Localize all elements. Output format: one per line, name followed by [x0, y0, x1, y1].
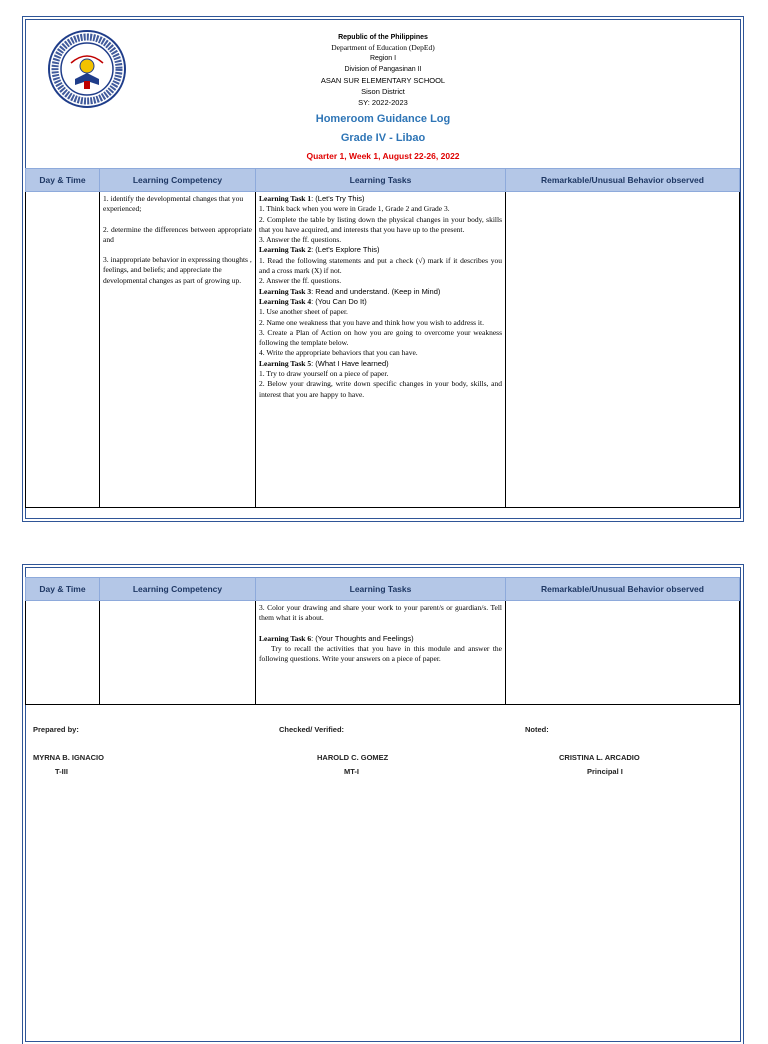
prepared-by-position: T-III [55, 767, 68, 776]
department-line: Department of Education (DepEd) [331, 43, 435, 52]
table-row [26, 601, 740, 705]
competency-item: 2. determine the differences between appropriate and [103, 224, 252, 244]
prepared-by-name: MYRNA B. IGNACIO [33, 753, 104, 762]
col-behavior-observed: Remarkable/Unusual Behavior observed [506, 578, 740, 601]
school-year-line: SY: 2022-2023 [358, 98, 408, 107]
col-day-time: Day & Time [26, 578, 100, 601]
division-line: Division of Pangasinan II [344, 66, 422, 73]
page-one [22, 16, 744, 522]
noted-by-name: CRISTINA L. ARCADIO [559, 753, 640, 762]
task-item: 2. Name one weakness that you have and think how you wish to address it. [259, 317, 484, 327]
republic-line: Republic of the Philippines [338, 34, 428, 41]
competency-item: 1. identify the developmental changes that you experienced; [103, 194, 244, 214]
school-line: ASAN SUR ELEMENTARY SCHOOL [320, 76, 446, 85]
col-day-time: Day & Time [26, 169, 100, 192]
col-learning-competency: Learning Competency [100, 169, 256, 192]
checked-by-position: MT-I [344, 767, 359, 776]
task-item: 3. Color your drawing and share your work to your parent/s or guardian/s. Tell them what it is about. [259, 603, 502, 623]
guidance-log-table [25, 168, 740, 508]
col-learning-tasks: Learning Tasks [256, 578, 506, 601]
region-line: Region I [369, 55, 397, 62]
quarter-week: Quarter 1, Week 1, August 22-26, 2022 [306, 151, 460, 161]
table-header-row [26, 169, 740, 192]
task-item: 2. Answer the ff. questions. [259, 276, 342, 286]
task-item: 1. Use another sheet of paper. [259, 307, 348, 317]
col-learning-tasks: Learning Tasks [256, 169, 506, 192]
task-item: 3. Create a Plan of Action on how you are going to overcome your weakness following the template below. [259, 327, 502, 348]
checked-by-name: HAROLD C. GOMEZ [317, 753, 389, 762]
document-header [23, 17, 743, 167]
task-item: 2. Complete the table by listing down the physical changes in your body, skills that you have acquired, and interests that you have up to the present. [259, 214, 502, 234]
noted-label: Noted: [525, 725, 549, 734]
competency-cell [100, 192, 256, 508]
competency-item: 3. inappropriate behavior in expressing thoughts , feelings, and beliefs; and appreciate the developmental changes as part of growing up. [103, 255, 252, 285]
task-item: 1. Think back when you were in Grade 1, Grade 2 and Grade 3. [259, 204, 450, 214]
page-title: Homeroom Guidance Log [315, 113, 451, 125]
prepared-by-label: Prepared by: [33, 725, 79, 734]
grade-section: Grade IV - Libao [340, 132, 426, 144]
task-heading: Learning Task 4: (You Can Do It) [259, 296, 367, 306]
competency-cell [100, 601, 256, 705]
task-item: 1. Read the following statements and put a check (√) mark if it describes you and a cross mark (X) if not. [259, 255, 502, 276]
task-item: 2. Below your drawing, write down specific changes in your body, skills, and interest that you are happy to have. [259, 379, 502, 399]
noted-by-position: Principal I [587, 767, 623, 776]
table-row [26, 192, 740, 508]
day-time-cell [26, 192, 100, 508]
tasks-cell [256, 192, 506, 508]
task-heading: Learning Task 3: Read and understand. (Keep in Mind) [259, 286, 441, 296]
task-heading: Learning Task 2: (Let's Explore This) [259, 245, 380, 255]
task-heading: Learning Task 1: (Let's Try This) [259, 194, 365, 203]
guidance-log-table-continued [25, 577, 740, 705]
task-item: 1. Try to draw yourself on a piece of paper. [259, 369, 389, 379]
behavior-cell [506, 601, 740, 705]
task-heading: Learning Task 5: (What I Have learned) [259, 358, 389, 368]
page-two [22, 564, 744, 1044]
day-time-cell [26, 601, 100, 705]
table-header-row [26, 578, 740, 601]
checked-verified-label: Checked/ Verified: [279, 725, 345, 734]
task-heading: Learning Task 6: (Your Thoughts and Feelings) [259, 633, 414, 643]
task-item: 4. Write the appropriate behaviors that you can have. [259, 348, 418, 358]
col-learning-competency: Learning Competency [100, 578, 256, 601]
col-behavior-observed: Remarkable/Unusual Behavior observed [506, 169, 740, 192]
behavior-cell [506, 192, 740, 508]
district-line: Sison District [361, 87, 405, 96]
task-item: 3. Answer the ff. questions. [259, 235, 342, 245]
tasks-cell [256, 601, 506, 705]
task-item: Try to recall the activities that you have in this module and answer the following questions. Write your answers on a piece of paper. [259, 643, 502, 664]
